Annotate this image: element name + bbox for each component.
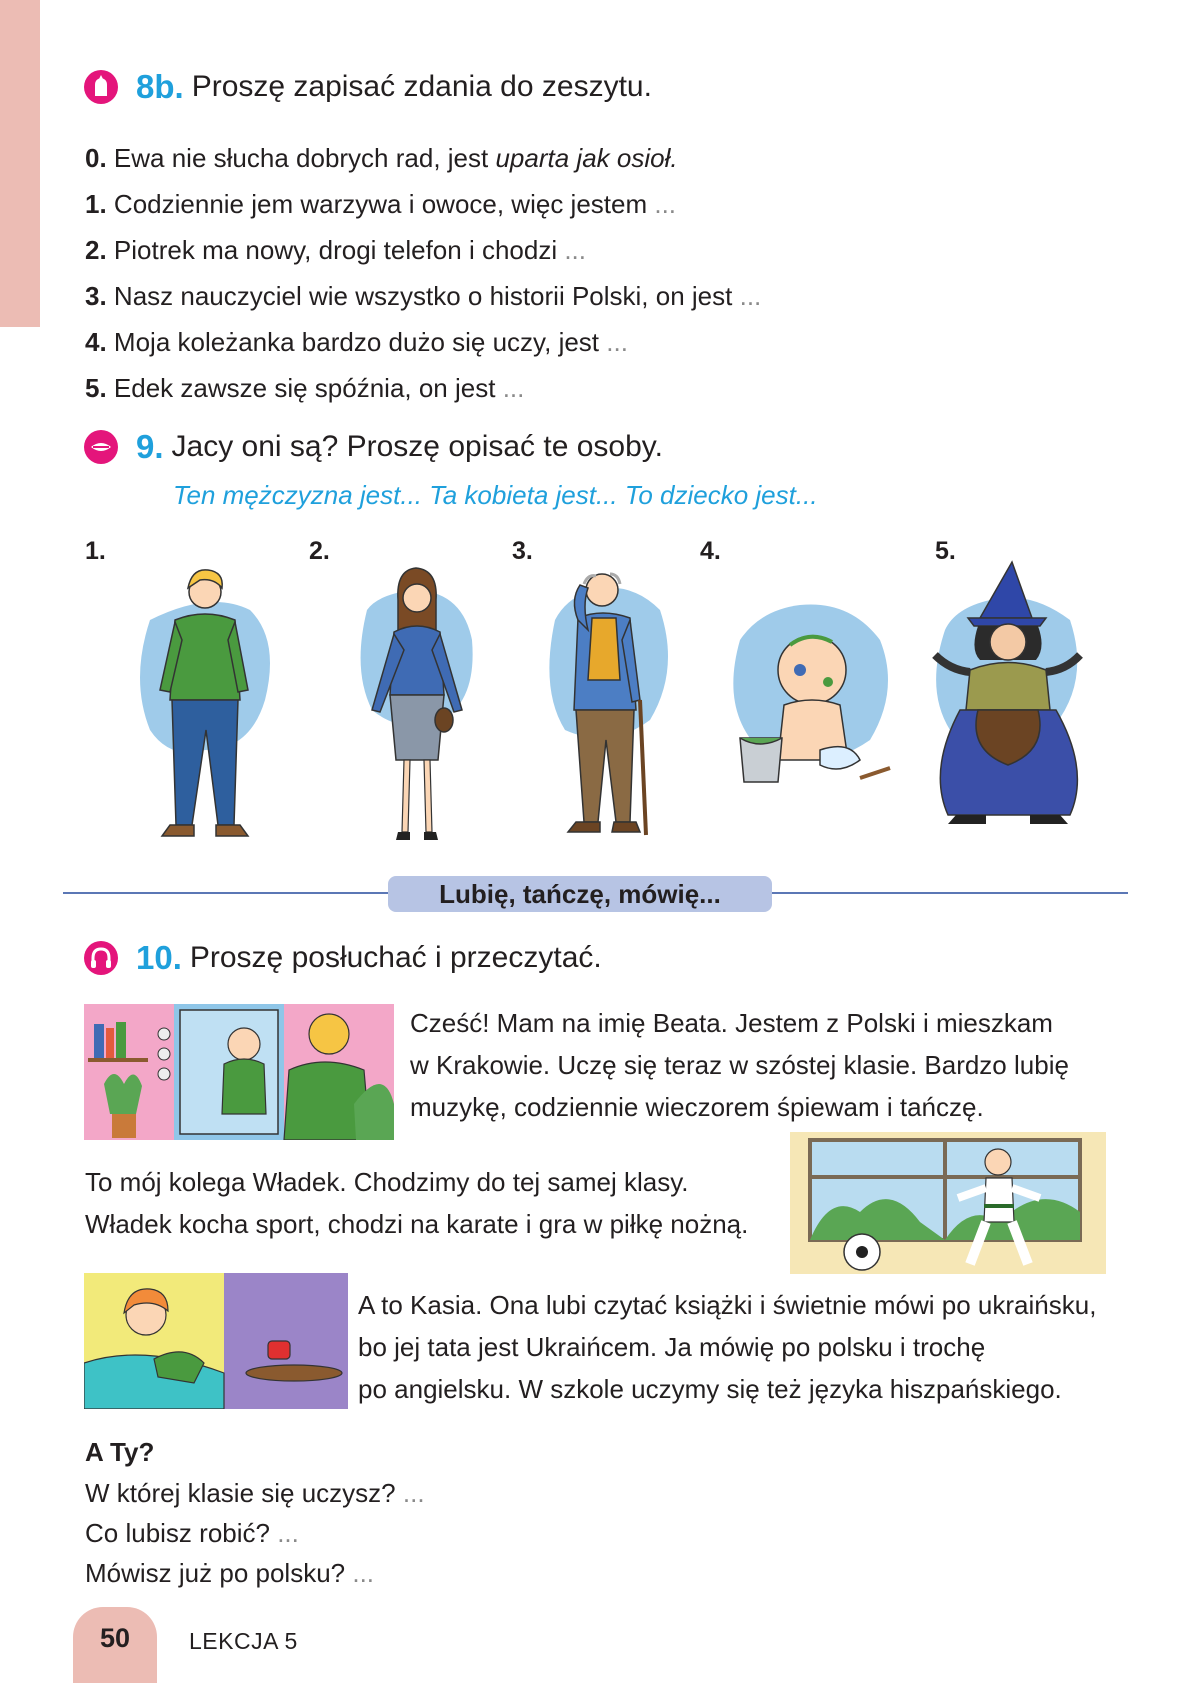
question-text: W której klasie się uczysz? [85,1478,403,1508]
question-text: Mówisz już po polsku? [85,1558,353,1588]
beata-paragraph [410,1002,1069,1128]
side-color-bar [0,0,40,327]
man-illustration [130,560,280,850]
sentence-text: Ewa nie słucha dobrych rad, jest [113,143,496,173]
example-hint: Ten mężczyzna jest... Ta kobieta jest... To dziecko jest... [173,480,818,510]
picture-label-4: 4. [700,537,721,565]
exercise-8b-heading [84,68,652,106]
text-line: muzykę, codziennie wieczorem śpiewam i tańczę. [410,1092,984,1122]
mouth-icon [84,430,118,464]
wladek-illustration [790,1132,1106,1274]
sentence-1 [85,189,676,220]
section-title: Lubię, tańczę, mówię... [388,876,772,912]
kasia-illustration [84,1273,348,1409]
baby-illustration [720,560,900,850]
sentence-text: Edek zawsze się spóźnia, on jest [113,373,503,403]
sentence-number: 2. [85,235,107,265]
sentence-answer: uparta jak osioł. [495,143,678,173]
exercise-title: Proszę zapisać zdania do zeszytu. [191,70,652,103]
text-line: Cześć! Mam na imię Beata. Jestem z Polski i mieszkam [410,1008,1053,1038]
sentence-number: 4. [85,327,107,357]
exercise-number: 8b. [136,68,184,105]
picture-label-1: 1. [85,537,106,565]
page-number: 50 [99,1623,131,1653]
text-line: Władek kocha sport, chodzi na karate i gra w piłkę nożną. [85,1209,749,1239]
text-line: To mój kolega Władek. Chodzimy do tej samej klasy. [85,1167,689,1197]
blank-dots: ... [277,1518,299,1548]
sentence-number: 3. [85,281,107,311]
exercise-number: 10. [136,939,182,976]
blank-dots: ... [606,327,628,357]
question-text: Co lubisz robić? [85,1518,278,1548]
text-line: po angielsku. W szkole uczymy się też języka hiszpańskiego. [358,1374,1062,1404]
blank-dots: ... [502,373,525,403]
wladek-paragraph [85,1161,748,1245]
beata-illustration [84,1004,394,1140]
sentence-text: Codziennie jem warzywa i owoce, więc jestem [113,189,655,219]
sentence-4 [85,327,628,358]
pencil-hand-icon [84,70,118,104]
old-man-illustration [540,560,680,850]
exercise-title: Proszę posłuchać i przeczytać. [189,941,602,974]
lesson-label: LEKCJA 5 [189,1628,298,1654]
blank-dots: ... [352,1558,375,1588]
text-line: w Krakowie. Uczę się teraz w szóstej klasie. Bardzo lubię [410,1050,1069,1080]
sentence-5 [85,373,524,404]
headphones-icon [84,941,118,975]
sentence-text: Nasz nauczyciel wie wszystko o historii Polski, on jest [113,281,740,311]
exercise-title: Jacy oni są? Proszę opisać te osoby. [171,430,663,463]
witch-illustration [920,560,1095,850]
sentence-text: Piotrek ma nowy, drogi telefon i chodzi [113,235,565,265]
picture-label-2: 2. [309,537,330,565]
blank-dots: ... [402,1478,425,1508]
sentence-text: Moja koleżanka bardzo dużo się uczy, jest [113,327,607,357]
questions-heading: A Ty? [85,1437,155,1467]
exercise-10-heading [84,939,602,977]
kasia-paragraph [358,1284,1096,1410]
blank-dots: ... [654,189,677,219]
sentence-2 [85,235,586,266]
blank-dots: ... [564,235,586,265]
sentence-number: 1. [85,189,107,219]
question-3 [85,1558,374,1589]
sentence-number: 5. [85,373,107,403]
sentence-3 [85,281,761,312]
text-line: A to Kasia. Ona lubi czytać książki i świetnie mówi po ukraińsku, [358,1290,1097,1320]
sentence-number: 0. [85,143,107,173]
picture-label-3: 3. [512,537,533,565]
exercise-number: 9. [136,428,164,465]
blank-dots: ... [739,281,762,311]
question-2 [85,1518,299,1549]
exercise-9-heading [84,428,663,466]
question-1 [85,1478,425,1509]
sentence-0 [85,143,678,174]
picture-label-5: 5. [935,537,956,565]
text-line: bo jej tata jest Ukraińcem. Ja mówię po polsku i trochę [358,1332,986,1362]
woman-illustration [352,560,482,850]
